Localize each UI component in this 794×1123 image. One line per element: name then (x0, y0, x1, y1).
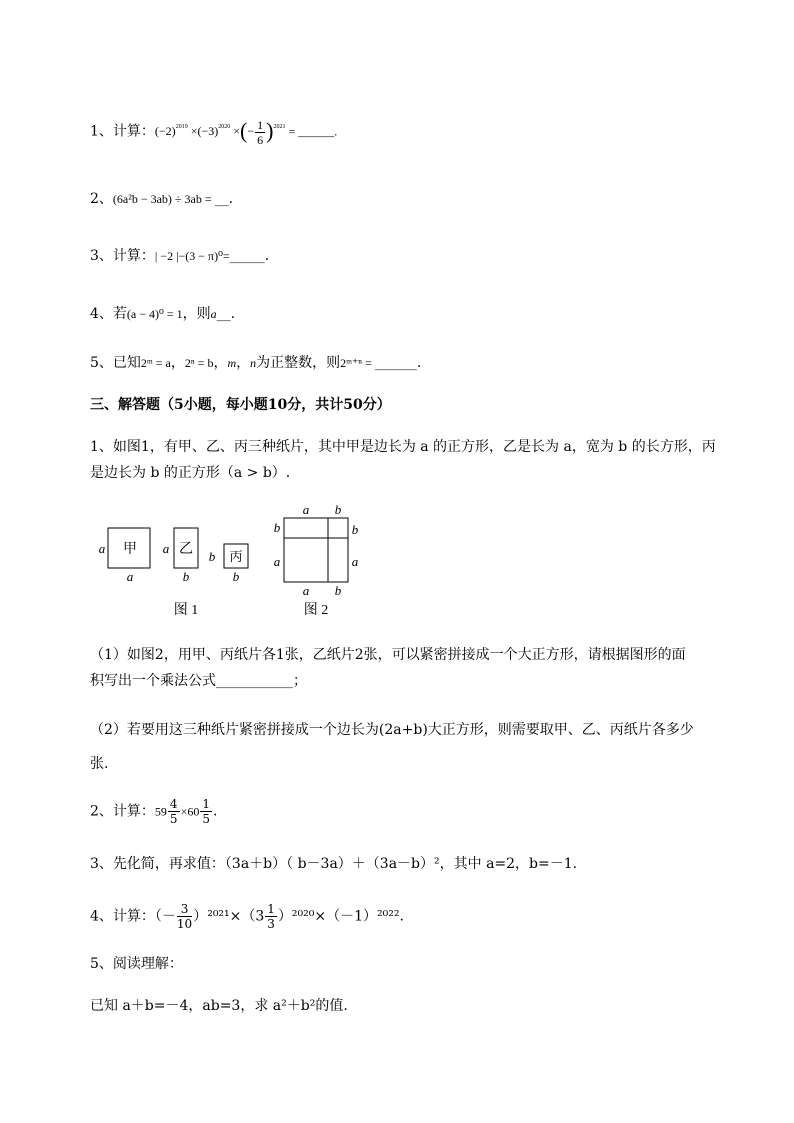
p4-fraction-2 (265, 902, 277, 931)
q1-left-paren: ( (240, 118, 248, 144)
p2-frac1-den: 5 (169, 812, 178, 826)
p2-frac2-den: 5 (202, 812, 210, 826)
q1-base1: (−2) (154, 124, 176, 139)
bing-bottom-b: b (232, 569, 240, 584)
problem-4-prefix: 4、计算：（－ (90, 908, 176, 925)
q5-term-1: 2ᵐ = a (140, 356, 171, 370)
q1-base2: (−3) (197, 124, 219, 139)
problem-2 (90, 797, 217, 826)
question-number: 2、 (90, 191, 113, 207)
fill-question-1 (90, 118, 337, 147)
p2-fraction-2 (200, 797, 212, 826)
q5-answer-blank: ______. (374, 355, 422, 371)
q2-answer-blank: __. (214, 191, 234, 207)
q5-term-2: 2ⁿ = b (184, 356, 214, 370)
q5-var-n: n (250, 356, 257, 370)
question-prefix: 计算： (112, 123, 155, 140)
problem-4 (90, 902, 404, 931)
q4-expression: (a − 4)⁰ = 1 (126, 307, 183, 321)
question-prefix: 计算： (112, 248, 155, 264)
p4-fraction-1 (177, 902, 192, 931)
p2-times: × (180, 804, 188, 819)
jia-label: 甲 (123, 542, 137, 557)
jia-bottom-a: a (126, 569, 134, 584)
problem-1-sub-1-line-1: （1）如图2，用甲、丙纸片各1张，乙纸片2张，可以紧密拼接成一个大正方形，请根据图形的面 (90, 647, 686, 663)
big-square (284, 518, 348, 582)
p2-frac1-num: 4 (169, 797, 178, 811)
yi-label: 乙 (179, 542, 193, 557)
problem-3: 3、先化简，再求值：（3a＋b）（ b－3a）＋（3a－b）²，其中 a=2，b=－1. (90, 856, 578, 872)
problem-1-line-2: 是边长为 b 的正方形（a > b）. (90, 465, 291, 481)
fill-question-4 (90, 303, 235, 323)
p2-frac2-num: 1 (202, 797, 210, 811)
q1-frac-num: 1 (257, 118, 264, 132)
question-number: 1、 (90, 123, 113, 140)
q5-term-3: 2ᵐ⁺ⁿ = (340, 356, 375, 370)
fig2-top-a: a (302, 502, 310, 517)
problem-1-line-1: 1、如图1，有甲、乙、丙三种纸片，其中甲是边长为 a 的正方形，乙是长为 a，宽为 b 的长方形，丙 (90, 439, 716, 455)
bing-label: 丙 (229, 549, 243, 564)
q1-exp2: 2020 (218, 124, 231, 131)
jia-side-a: a (98, 541, 106, 556)
p2-suffix: . (212, 803, 218, 820)
question-prefix: 若 (112, 306, 127, 322)
p4-middle-1: ）²⁰²¹×（3 (193, 908, 265, 925)
problem-1-sub-2-line-2: 张. (90, 756, 109, 772)
q1-times-1: × (190, 124, 198, 139)
q3-expression: | −2 |−(3 − π)⁰= (154, 249, 230, 263)
fill-question-5 (90, 352, 421, 372)
fig2-left-b: b (273, 520, 281, 535)
q2-expression: (6a²b − 3ab) ÷ 3ab = (112, 192, 215, 206)
fig2-top-b: b (334, 502, 342, 517)
fig2-bottom-a: a (302, 583, 310, 598)
q5-var-m: m (227, 356, 237, 370)
problem-1-sub-2-line-1: （2）若要用这三种纸片紧密拼接成一个边长为(2a+b)大正方形，则需要取甲、乙、丙纸片各多少 (90, 722, 694, 738)
yi-bottom-b: b (182, 569, 190, 584)
q1-fraction (255, 118, 265, 147)
fig2-left-a: a (273, 554, 281, 569)
question-prefix: 已知 (112, 355, 141, 371)
p4-frac2-den: 3 (267, 917, 275, 931)
q1-exp3: 2021 (273, 124, 286, 131)
problem-1-sub-1-line-2: 积写出一个乘法公式___________； (90, 673, 307, 689)
problem-5-title: 5、阅读理解： (90, 956, 183, 972)
fill-question-2 (90, 188, 233, 208)
fill-question-3 (90, 245, 269, 265)
fig2-bottom-b: b (334, 583, 342, 598)
q4-variable: a (210, 307, 217, 321)
q3-answer-blank: _____. (229, 248, 270, 264)
question-number: 5、 (90, 355, 113, 371)
p4-middle-2: ）²⁰²⁰×（－1）²⁰²². (277, 908, 404, 925)
p4-frac2-num: 1 (267, 902, 275, 916)
bing-side-b: b (208, 549, 216, 564)
q1-times-2: × (233, 124, 241, 139)
figure-paper-shapes (90, 500, 390, 622)
p4-frac1-den: 10 (176, 917, 193, 931)
section-heading: 三、解答题（5小题，每小题10分，共计50分） (90, 397, 391, 413)
question-number: 4、 (90, 306, 113, 322)
fig2-right-b: b (351, 522, 359, 537)
q5-comma-3: ， (236, 355, 251, 371)
q4-answer-blank: __. (216, 306, 236, 322)
q1-frac-den: 6 (257, 133, 264, 147)
q5-comma-2: ， (213, 355, 228, 371)
question-number: 3、 (90, 248, 113, 264)
problem-2-prefix: 2、计算： (90, 803, 155, 820)
p2-fraction-1 (168, 797, 180, 826)
p4-frac1-num: 3 (177, 902, 192, 917)
figure-1-caption: 图 1 (173, 603, 199, 618)
q5-comma-1: ， (170, 355, 185, 371)
problem-5-text: 已知 a＋b=－4，ab=3，求 a²＋b²的值. (90, 998, 348, 1014)
fig2-right-a: a (351, 554, 359, 569)
p2-whole-1: 59 (154, 804, 167, 819)
q5-middle-text: 为正整数，则 (256, 355, 341, 371)
q1-answer-blank: = ______. (285, 124, 338, 139)
q1-right-paren: ) (266, 118, 274, 144)
figure-2-caption: 图 2 (303, 603, 329, 618)
q1-exp1: 2019 (175, 124, 188, 131)
yi-side-a: a (162, 541, 170, 556)
p2-whole-2: 60 (187, 804, 200, 819)
q4-middle-text: ，则 (182, 306, 211, 322)
q1-expression: $(-2)^{2019} \times(-3)^{2020}$ ×(− $\frac{1}{6}$ )$^{2021}$ (154, 118, 286, 147)
